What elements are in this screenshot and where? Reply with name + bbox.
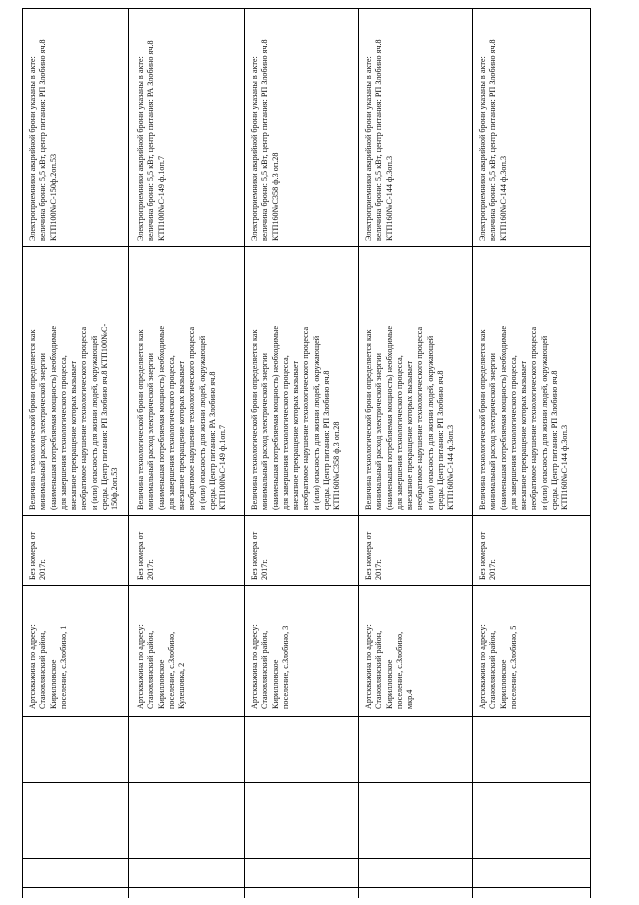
address-line: Кирилловское xyxy=(156,659,166,709)
number-line: Без номера от xyxy=(250,531,259,580)
emergency-line: величина брони: 5,5 кВт, центр питания: РП Злобино яч.8 xyxy=(38,39,48,241)
description-line: Величина технологической брони определяется как xyxy=(250,329,259,510)
emergency-cell xyxy=(28,39,59,241)
emergency-line: Электроприемники аварийной брони указаны в акте: xyxy=(136,56,145,241)
grid-line xyxy=(22,887,591,888)
description-line: среды. Центр питания: РП Злобино яч.8 xyxy=(436,370,446,510)
description-line: для завершения технологического процесса, xyxy=(166,355,176,510)
description-line: необратимое нарушение технологического процесса xyxy=(187,326,197,510)
description-line: для завершения технологического процесса, xyxy=(394,355,404,510)
grid-line xyxy=(22,246,591,247)
description-line: внезапное прекращение которых вызывает xyxy=(177,360,187,510)
address-cell xyxy=(364,624,415,709)
description-line: Величина технологической брони определяется как xyxy=(28,329,37,510)
grid-line xyxy=(22,8,23,898)
grid-line xyxy=(358,8,359,898)
emergency-line: Электроприемники аварийной брони указаны в акте: xyxy=(28,56,37,241)
address-line: Артскважина по адресу: xyxy=(136,624,145,709)
address-line: поселение, с.Злобино, 5 xyxy=(508,625,518,709)
description-line: (наименьшая потребляемая мощность) необходимые xyxy=(156,325,166,510)
address-line: Становлянский район, xyxy=(146,630,156,709)
address-line: Артскважина по адресу: xyxy=(364,624,373,709)
address-line: Становлянский район, xyxy=(38,630,48,709)
description-line: и (или) опасность для жизни людей, окружающей xyxy=(197,335,207,510)
address-line: Артскважина по адресу: xyxy=(28,624,37,709)
description-line: КТП100№С-149 ф.1оп.7 xyxy=(218,424,228,510)
address-line: Артскважина по адресу: xyxy=(478,624,487,709)
description-line: внезапное прекращение которых вызывает xyxy=(519,360,529,510)
description-line: необратимое нарушение технологического процесса xyxy=(415,326,425,510)
description-cell xyxy=(478,326,571,510)
grid-line xyxy=(22,716,591,717)
grid-line xyxy=(22,515,591,516)
address-line: Становлянский район, xyxy=(374,630,384,709)
description-cell xyxy=(28,324,121,510)
description-line: и (или) опасность для жизни людей, окружающей xyxy=(89,335,99,510)
number-line: Без номера от xyxy=(136,531,145,580)
address-cell xyxy=(28,624,69,709)
number-line: 2017г. xyxy=(38,559,48,580)
number-cell xyxy=(136,532,157,580)
emergency-line: величина брони: 5,5 кВт, центр питания: РА Злобино яч.8 xyxy=(146,40,156,241)
address-line: поселение, с.Злобино, xyxy=(394,631,404,709)
description-line: среды. Центр питания: РП Злобино яч.8 xyxy=(550,370,560,510)
description-line: минимальный расход электрической энергии xyxy=(146,353,156,510)
description-line: для завершения технологического процесса, xyxy=(508,355,518,510)
description-line: внезапное прекращение которых вызывает xyxy=(69,360,79,510)
address-line: Становлянский район, xyxy=(260,630,270,709)
emergency-line: КТП160№С358 ф.3 оп.28 xyxy=(270,152,280,241)
address-cell xyxy=(250,624,291,709)
number-line: 2017г. xyxy=(374,559,384,580)
address-line: поселение, с.Злобино, xyxy=(166,631,176,709)
description-line: Величина технологической брони определяется как xyxy=(136,329,145,510)
address-line: Кирилловское xyxy=(498,659,508,709)
description-line: необратимое нарушение технологического процесса xyxy=(529,326,539,510)
emergency-cell xyxy=(364,39,395,241)
description-line: и (или) опасность для жизни людей, окружающей xyxy=(425,335,435,510)
emergency-line: Электроприемники аварийной брони указаны в акте: xyxy=(364,56,373,241)
number-line: 2017г. xyxy=(146,559,156,580)
description-line: минимальный расход электрической энергии xyxy=(38,353,48,510)
emergency-line: КТП160№С-144 ф.3оп.3 xyxy=(498,155,508,241)
emergency-line: КТП100№С-150ф.2оп.53 xyxy=(48,153,58,241)
emergency-line: величина брони: 5,5 кВт, центр питания: РП Злобино яч.8 xyxy=(374,39,384,241)
number-line: Без номера от xyxy=(364,531,373,580)
number-cell xyxy=(250,532,271,580)
description-cell xyxy=(136,326,229,510)
description-line: (наименьшая потребляемая мощность) необходимые xyxy=(48,325,58,510)
description-line: КТП160№С-144 ф.3оп.3 xyxy=(560,424,570,510)
description-line: минимальный расход электрической энергии xyxy=(488,353,498,510)
description-line: Величина технологической брони определяется как xyxy=(478,329,487,510)
number-line: Без номера от xyxy=(28,531,37,580)
description-line: (наименьшая потребляемая мощность) необходимые xyxy=(270,325,280,510)
description-line: минимальный расход электрической энергии xyxy=(374,353,384,510)
address-line: Становлянский район, xyxy=(488,630,498,709)
emergency-line: Электроприемники аварийной брони указаны в акте: xyxy=(478,56,487,241)
emergency-line: КТП100№С-149 ф.1оп.7 xyxy=(156,155,166,241)
number-cell xyxy=(478,532,499,580)
description-line: необратимое нарушение технологического процесса xyxy=(79,326,89,510)
address-line: Кирилловское xyxy=(48,659,58,709)
address-line: Кулешовка, 2 xyxy=(177,662,187,709)
grid-line xyxy=(590,8,591,898)
description-line: среды. Центр питания: РП Злобино яч.8 КТП100№С- xyxy=(100,323,110,510)
number-line: Без номера от xyxy=(478,531,487,580)
description-line: для завершения технологического процесса, xyxy=(58,355,68,510)
address-line: Артскважина по адресу: xyxy=(250,624,259,709)
description-line: (наименьшая потребляемая мощность) необходимые xyxy=(384,325,394,510)
description-line: Величина технологической брони определяется как xyxy=(364,329,373,510)
number-line: 2017г. xyxy=(260,559,270,580)
address-line: Кирилловское xyxy=(270,659,280,709)
description-line: внезапное прекращение которых вызывает xyxy=(405,360,415,510)
description-line: среды. Центр питания: РА Злобино яч.8 xyxy=(208,371,218,510)
grid-line xyxy=(472,8,473,898)
address-line: поселение, с.Злобино, 3 xyxy=(280,625,290,709)
grid-line xyxy=(22,585,591,586)
grid-line xyxy=(22,782,591,783)
emergency-cell xyxy=(250,39,281,241)
grid-line xyxy=(22,858,591,859)
number-cell xyxy=(364,532,385,580)
description-line: КТП160№С358 ф.3 оп.28 xyxy=(332,421,342,510)
emergency-line: величина брони: 5,5 кВт, центр питания: РП Злобино яч.8 xyxy=(488,39,498,241)
emergency-cell xyxy=(136,40,167,241)
description-line: внезапное прекращение которых вызывает xyxy=(291,360,301,510)
description-line: среды. Центр питания: РП Злобино яч.8 xyxy=(322,370,332,510)
description-line: 150ф.2оп.53 xyxy=(110,467,120,510)
grid-line xyxy=(244,8,245,898)
emergency-cell xyxy=(478,39,509,241)
grid-line xyxy=(22,8,591,9)
number-line: 2017г. xyxy=(488,559,498,580)
address-cell xyxy=(136,624,187,709)
description-line: необратимое нарушение технологического процесса xyxy=(301,326,311,510)
address-line: Кирилловское xyxy=(384,659,394,709)
description-line: и (или) опасность для жизни людей, окружающей xyxy=(539,335,549,510)
description-line: и (или) опасность для жизни людей, окружающей xyxy=(311,335,321,510)
address-line: мкр.4 xyxy=(405,689,415,709)
description-line: минимальный расход электрической энергии xyxy=(260,353,270,510)
emergency-line: величина брони: 5,5 кВт, центр питания: РП Злобино яч.8 xyxy=(260,39,270,241)
description-line: для завершения технологического процесса, xyxy=(280,355,290,510)
grid-line xyxy=(128,8,129,898)
description-cell xyxy=(364,326,457,510)
address-cell xyxy=(478,624,519,709)
emergency-line: КТП160№С-144 ф.3оп.3 xyxy=(384,155,394,241)
number-cell xyxy=(28,532,49,580)
description-line: (наименьшая потребляемая мощность) необходимые xyxy=(498,325,508,510)
description-line: КТП160№С-144 ф.3оп.3 xyxy=(446,424,456,510)
emergency-line: Электроприемники аварийной брони указаны в акте: xyxy=(250,56,259,241)
description-cell xyxy=(250,326,343,510)
address-line: поселение, с.Злобино, 1 xyxy=(58,625,68,709)
